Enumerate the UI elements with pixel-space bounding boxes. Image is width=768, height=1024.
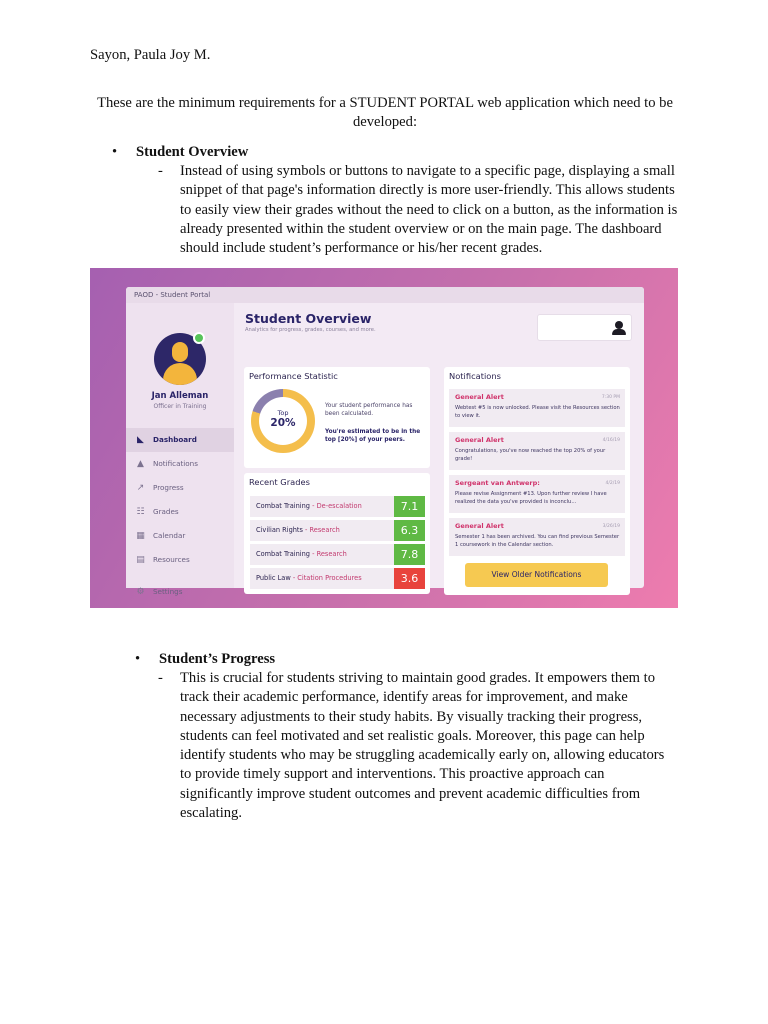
sidebar-item-label: Calendar <box>153 531 186 540</box>
grade-course <box>256 544 347 565</box>
page-subtitle: Analytics for progress, grades, courses, and more. <box>245 327 376 333</box>
trend-icon: ↗ <box>136 483 145 493</box>
intro-paragraph: These are the minimum requirements for a STUDENT PORTAL web application which need to be developed: <box>97 95 673 131</box>
notification-time: 7:30 PM <box>601 395 620 400</box>
section2-heading <box>135 650 275 669</box>
notification-time: 4/16/19 <box>602 438 620 443</box>
grade-row[interactable] <box>250 544 425 565</box>
sidebar-item-label: Resources <box>153 555 190 564</box>
sidebar-item-settings[interactable] <box>126 580 234 604</box>
calendar-icon: ▦ <box>136 531 145 541</box>
sidebar-item-calendar[interactable] <box>126 524 234 548</box>
grade-row[interactable] <box>250 520 425 541</box>
grade-course-name: Combat Training <box>256 502 310 510</box>
bell-icon: ▲ <box>137 459 144 469</box>
sidebar-item-label: Progress <box>153 483 184 492</box>
grade-value-badge: 6.3 <box>394 520 425 541</box>
author-name: Sayon, Paula Joy M. <box>90 47 211 63</box>
notification-item[interactable] <box>449 475 625 513</box>
portal-window <box>126 287 644 597</box>
notification-item[interactable] <box>449 518 625 556</box>
notification-body: Please revise Assignment #13. Upon further review I have realized the data you've provided is inconclu... <box>455 491 607 505</box>
nav-separator <box>126 572 234 580</box>
page-title: Student Overview <box>245 311 372 326</box>
performance-text: Your student performance has been calculated. <box>325 403 413 417</box>
grade-course-name: Public Law <box>256 574 291 582</box>
bullet-icon: • <box>135 651 141 667</box>
grade-row[interactable] <box>250 496 425 517</box>
user-icon[interactable] <box>612 320 626 336</box>
sidebar-item-label: Grades <box>153 507 179 516</box>
grade-course <box>256 520 340 541</box>
dash-icon: - <box>158 163 163 179</box>
grade-value-badge: 7.8 <box>394 544 425 565</box>
grade-course-name: Civilian Rights <box>256 526 303 534</box>
online-status-icon <box>193 332 205 344</box>
list-check-icon: ☷ <box>136 507 145 517</box>
notification-item[interactable] <box>449 432 625 470</box>
section2-heading-text: Student’s Progress <box>159 651 276 667</box>
section1-heading-text: Student Overview <box>136 144 249 160</box>
resources-icon: ▤ <box>136 555 145 565</box>
user-menu-box[interactable] <box>537 314 632 341</box>
dash-icon: - <box>158 670 163 686</box>
grade-course-name: Combat Training <box>256 550 310 558</box>
performance-heading: Performance Statistic <box>249 371 338 381</box>
recent-grades-card <box>244 473 430 594</box>
notifications-heading: Notifications <box>449 371 501 381</box>
notification-time: 3/26/19 <box>602 524 620 529</box>
ring-value: 20% <box>270 417 296 429</box>
section1-text: Instead of using symbols or buttons to navigate to a specific page, displaying a small snippet of that page's information directly is more user-friendly. This allows students to easily view their grades without the need to click on a button, as the information is already presented within the student overview or on the main page. The dashboard should include student’s performance or his/her recent grades. <box>180 163 678 257</box>
sidebar-item-label: Notifications <box>153 459 198 468</box>
avatar-body <box>163 363 197 385</box>
view-older-notifications-button[interactable]: View Older Notifications <box>465 563 608 587</box>
dashboard-icon: ◣ <box>137 435 144 445</box>
recent-grades-heading: Recent Grades <box>249 477 310 487</box>
notification-title: General Alert <box>455 436 504 444</box>
notification-title: General Alert <box>455 393 504 401</box>
grade-topic: - Research <box>310 550 347 558</box>
sidebar-item-grades[interactable] <box>126 500 234 524</box>
bullet-icon: • <box>112 144 118 160</box>
section1-heading <box>112 143 248 162</box>
grade-course <box>256 496 362 517</box>
ring-label: Top <box>277 409 289 417</box>
performance-card <box>244 367 430 468</box>
portal-screenshot <box>90 268 678 608</box>
user-name: Jan Alleman <box>151 391 209 401</box>
grade-topic: - Research <box>302 526 340 534</box>
sidebar-item-notifications[interactable] <box>126 452 234 476</box>
sidebar-item-dashboard[interactable] <box>126 428 234 452</box>
sidebar-item-resources[interactable] <box>126 548 234 572</box>
performance-estimate: You're estimated to be in the top [20%] of your peers. <box>325 429 421 443</box>
notification-title: General Alert <box>455 522 504 530</box>
window-title: PAOD - Student Portal <box>134 291 211 299</box>
grade-row[interactable] <box>250 568 425 589</box>
sidebar-item-progress[interactable] <box>126 476 234 500</box>
gear-icon: ⚙ <box>136 587 145 597</box>
notifications-card <box>444 367 630 595</box>
user-role: Officer in Training <box>153 403 207 410</box>
grade-topic: - Citation Procedures <box>290 574 362 582</box>
notification-title: Sergeant van Antwerp: <box>455 479 540 487</box>
notification-body: Semester 1 has been archived. You can find previous Semester 1 coursework in the Calendar section. <box>455 534 620 548</box>
grade-value-badge: 3.6 <box>394 568 425 589</box>
grade-course <box>256 568 362 589</box>
section2-text: This is crucial for students striving to maintain good grades. It empowers them to track their academic performance, identify areas for improvement, and make necessary adjustments to their study habits. By visually tracking their progress, students can feel motivated and set realistic goals. Moreover, this page can help identify students who may be struggling academically early on, allowing educators to provide timely support and interventions. This proactive approach can significantly improve student outcomes and prevent academic difficulties from escalating. <box>180 670 665 822</box>
sidebar <box>126 303 234 597</box>
grade-topic: - De-escalation <box>310 502 362 510</box>
avatar-head <box>172 342 188 362</box>
notification-body: Congratulations, you've now reached the top 20% of your grade! <box>455 448 606 462</box>
sidebar-nav <box>126 428 234 604</box>
grade-value-badge: 7.1 <box>394 496 425 517</box>
ring-center <box>259 397 307 445</box>
performance-ring <box>251 389 315 453</box>
notification-body: Webtest #5 is now unlocked. Please visit the Resources section to view it. <box>455 405 620 419</box>
notification-item[interactable] <box>449 389 625 427</box>
sidebar-item-label: Dashboard <box>153 435 197 444</box>
sidebar-item-label: Settings <box>153 587 183 596</box>
notification-time: 4/2/19 <box>605 481 620 486</box>
